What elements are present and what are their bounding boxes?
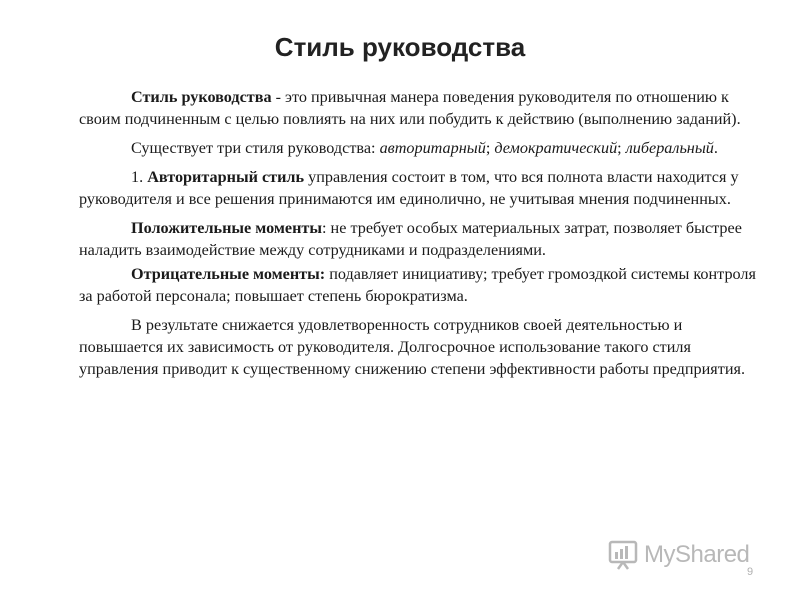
term-positive-points: Положительные моменты (131, 219, 323, 237)
styles-separator: ; (485, 139, 495, 157)
paragraph-negative (79, 263, 769, 307)
page-number: 9 (746, 566, 754, 578)
paragraph-result (79, 314, 769, 380)
paragraph-definition (79, 86, 769, 130)
authoritarian-text: управления состоит в том, что вся полнота власти находится у руководителя и все решения принимаются им единолично, не учитывая мнения подчиненных. (79, 168, 739, 208)
myshared-logo-icon (608, 540, 638, 570)
styles-separator: ; (617, 139, 626, 157)
positive-text: : не требует особых материальных затрат, позволяет быстрее наладить взаимодействие между сотрудниками и подразделениями. (79, 219, 742, 259)
item-number: 1. (131, 168, 148, 186)
paragraph-positive (79, 217, 769, 261)
styles-end: . (713, 139, 718, 157)
term-authoritarian-style: Авторитарный стиль (147, 168, 305, 186)
definition-text: - это привычная манера поведения руководителя по отношению к своим подчиненным с целью повлиять на них или побудить к действию (выполнению заданий). (79, 88, 741, 128)
style-authoritarian: авторитарный (379, 139, 486, 157)
style-democratic: демократический (494, 139, 618, 157)
result-text: В результате снижается удовлетворенность сотрудников своей деятельностью и повышается их зависимость от руководителя. Долгосрочное использование такого стиля управления приводит к существенному снижению степени эффективности работы предприятия. (79, 316, 745, 378)
term-negative-points: Отрицательные моменты: (131, 265, 326, 283)
styles-intro: Существует три стиля руководства: (131, 139, 380, 157)
term-leadership-style: Стиль руководства (131, 88, 272, 106)
paragraph-styles-list (79, 137, 769, 159)
watermark-text: MyShared (644, 541, 750, 568)
slide-title: Стиль руководства (274, 32, 526, 62)
negative-text: подавляет инициативу; требует громоздкой системы контроля за работой персонала; повышает степень бюрократизма. (79, 265, 756, 305)
slide-body (79, 86, 769, 387)
paragraph-authoritarian (79, 166, 769, 210)
style-liberal: либеральный (625, 139, 714, 157)
